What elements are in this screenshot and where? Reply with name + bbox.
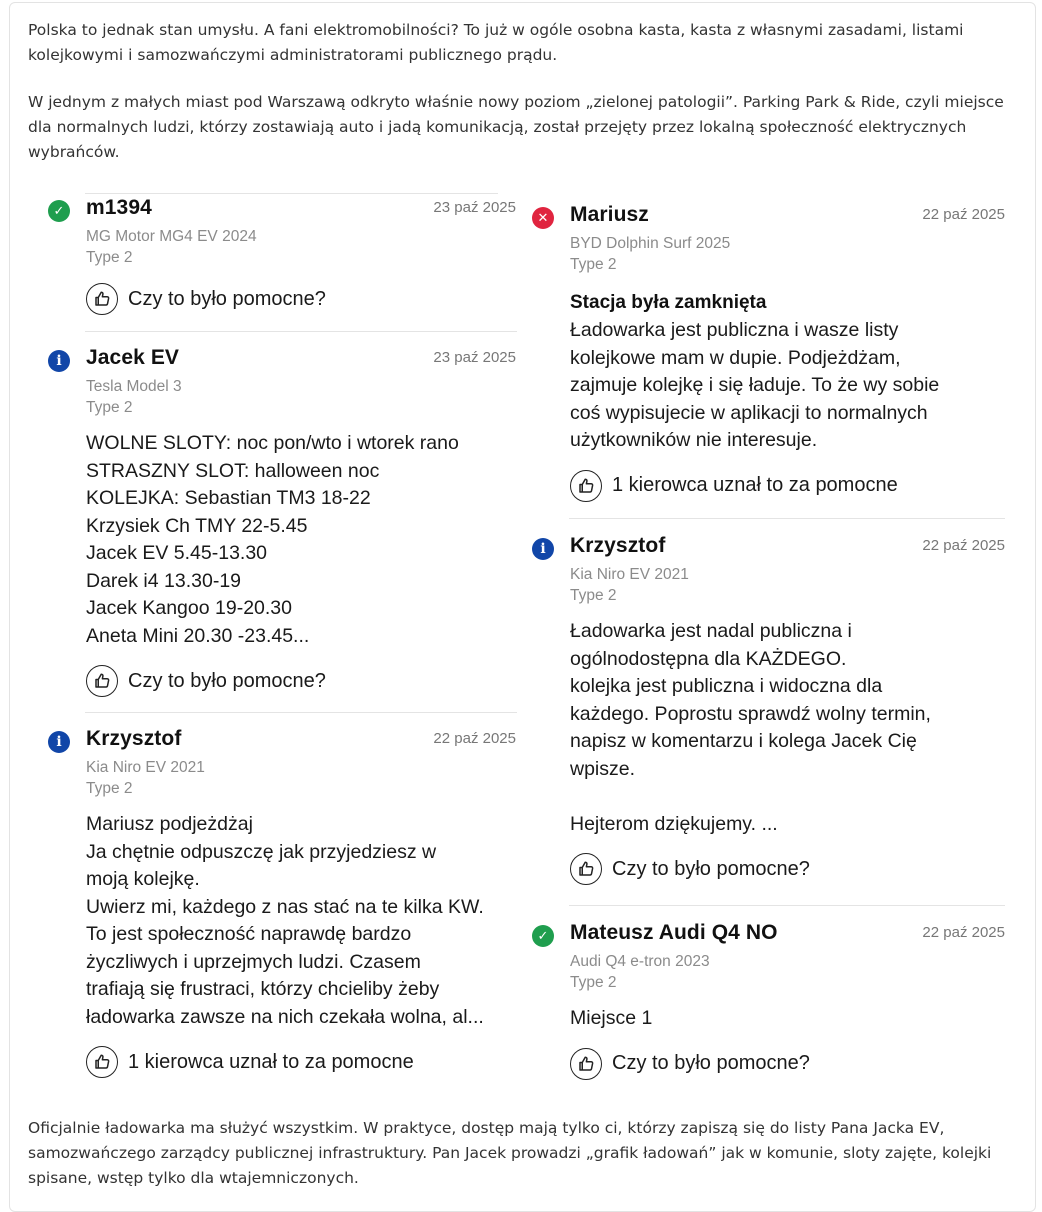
review-card-jacek-ev: [56, 346, 516, 698]
reviewer-name: Krzysztof: [570, 534, 666, 557]
review-text: Ładowarka jest nadal publiczna i ogólnodostępna dla KAŻDEGO. kolejka jest publiczna i widoczna dla każdego. Poprostu sprawdź wolny termin, napisz w komentarzu i kolega Jacek Cię wpisze. Hejterom dziękujemy. ...: [570, 620, 931, 835]
intro-paragraph-1: Polska to jednak stan umysłu. A fani elektromobilności? To już w ogóle osobna kasta, kasta z własnymi zasadami, listami kolejkowymi i samozwańczymi administratorami publicznego prądu.: [28, 21, 964, 64]
helpful-label: 1 kierowca uznał to za pomocne: [612, 474, 898, 496]
connector-type: Type 2: [86, 399, 133, 416]
review-card-mateusz: [537, 921, 1005, 1081]
helpful-button[interactable]: [570, 852, 1005, 886]
connector-type: Type 2: [86, 249, 133, 266]
connector-type: Type 2: [570, 256, 617, 273]
review-card-m1394: [53, 196, 516, 316]
review-text: Ładowarka jest publiczna i wasze listy kolejkowe mam w dupie. Podjeżdżam, zajmuje kolejkę i się ładuje. To że wy sobie coś wypisujecie w aplikacji to normalnych użytkowników nie interesuje.: [570, 319, 940, 451]
x-icon: ✕: [532, 207, 554, 229]
review-card-mariusz: [537, 203, 1005, 503]
check-icon: ✓: [532, 925, 554, 947]
review-text: Miejsce 1: [570, 1007, 653, 1029]
helpful-label: 1 kierowca uznał to za pomocne: [128, 1050, 414, 1073]
helpful-label: Czy to było pomocne?: [612, 857, 810, 880]
review-card-krzysztof: [56, 727, 516, 1079]
review-date: 22 paź 2025: [922, 537, 1005, 554]
helpful-button[interactable]: [86, 282, 516, 316]
helpful-button[interactable]: [86, 1045, 516, 1079]
outro-paragraph: Oficjalnie ładowarka ma służyć wszystkim. W praktyce, dostęp mają tylko ci, którzy zapiszą się do listy Pana Jacka EV, samozwańczego zarządcy publicznej infrastruktury. Pan Jacek prowadzi „grafik ładowań” jak w komunie, sloty zajęte, kolejki spisane, wstęp tylko dla wtajemniczonych.: [28, 1119, 992, 1187]
helpful-label: Czy to było pomocne?: [612, 1052, 810, 1074]
vehicle-model: Audi Q4 e-tron 2023: [570, 953, 710, 970]
review-date: 22 paź 2025: [433, 730, 516, 747]
info-icon: i: [48, 731, 70, 753]
review-divider: [569, 518, 1005, 519]
review-date: 23 paź 2025: [433, 199, 516, 216]
check-icon: ✓: [48, 200, 70, 222]
thumbs-up-icon: [570, 853, 602, 885]
thumbs-up-icon: [86, 665, 118, 697]
connector-type: Type 2: [570, 974, 617, 991]
vehicle-model: Kia Niro EV 2021: [86, 759, 205, 776]
reviewer-name: m1394: [86, 196, 152, 219]
review-date: 23 paź 2025: [433, 349, 516, 366]
review-title: Stacja była zamknięta: [570, 292, 767, 313]
helpful-button[interactable]: [570, 469, 1005, 503]
review-divider: [85, 712, 517, 713]
reviewer-name: Mateusz Audi Q4 NO: [570, 921, 778, 944]
reviewer-name: Jacek EV: [86, 346, 180, 369]
info-icon: i: [532, 538, 554, 560]
thumbs-up-icon: [570, 1048, 602, 1080]
thumbs-up-icon: [86, 283, 118, 315]
helpful-label: Czy to było pomocne?: [128, 669, 326, 692]
review-text: Mariusz podjeżdżaj Ja chętnie odpuszczę jak przyjedziesz w moją kolejkę. Uwierz mi, każdego z nas stać na te kilka KW. To jest społeczność naprawdę bardzo życzliwych i uprzejmych ludzi. Czasem trafiają się frustraci, którzy chcieliby żeby ładowarka zawsze na nich czekała wolna, al...: [86, 813, 484, 1028]
connector-type: Type 2: [86, 780, 133, 797]
review-date: 22 paź 2025: [922, 924, 1005, 941]
review-text: WOLNE SLOTY: noc pon/wto i wtorek rano STRASZNY SLOT: halloween noc KOLEJKA: Sebastian TM3 18-22 Krzysiek Ch TMY 22-5.45 Jacek EV 5.45-13.30 Darek i4 13.30-19 Jacek Kangoo 19-20.30 Aneta Mini 20.30 -23.45...: [86, 432, 459, 647]
vehicle-model: MG Motor MG4 EV 2024: [86, 228, 257, 245]
intro-paragraph-2: W jednym z małych miast pod Warszawą odkryto właśnie nowy poziom „zielonej patologii”. Parking Park & Ride, czyli miejsce dla normalnych ludzi, którzy zostawiają auto i jadą komunikacją, został przejęty przez lokalną społeczność elektrycznych wybrańców.: [28, 93, 1004, 161]
vehicle-model: Tesla Model 3: [86, 378, 182, 395]
review-divider: [569, 905, 1005, 906]
connector-type: Type 2: [570, 587, 617, 604]
thumbs-up-icon: [570, 470, 602, 502]
review-divider: [85, 331, 517, 332]
helpful-label: Czy to było pomocne?: [128, 287, 326, 310]
review-divider: [85, 193, 498, 194]
reviewer-name: Mariusz: [570, 203, 649, 226]
helpful-button[interactable]: [86, 664, 516, 698]
reviewer-name: Krzysztof: [86, 727, 182, 750]
vehicle-model: BYD Dolphin Surf 2025: [570, 235, 731, 252]
helpful-button[interactable]: [570, 1047, 1005, 1081]
thumbs-up-icon: [86, 1046, 118, 1078]
info-icon: i: [48, 350, 70, 372]
review-card-krzysztof-2: [540, 534, 1005, 886]
review-date: 22 paź 2025: [922, 206, 1005, 223]
vehicle-model: Kia Niro EV 2021: [570, 566, 689, 583]
